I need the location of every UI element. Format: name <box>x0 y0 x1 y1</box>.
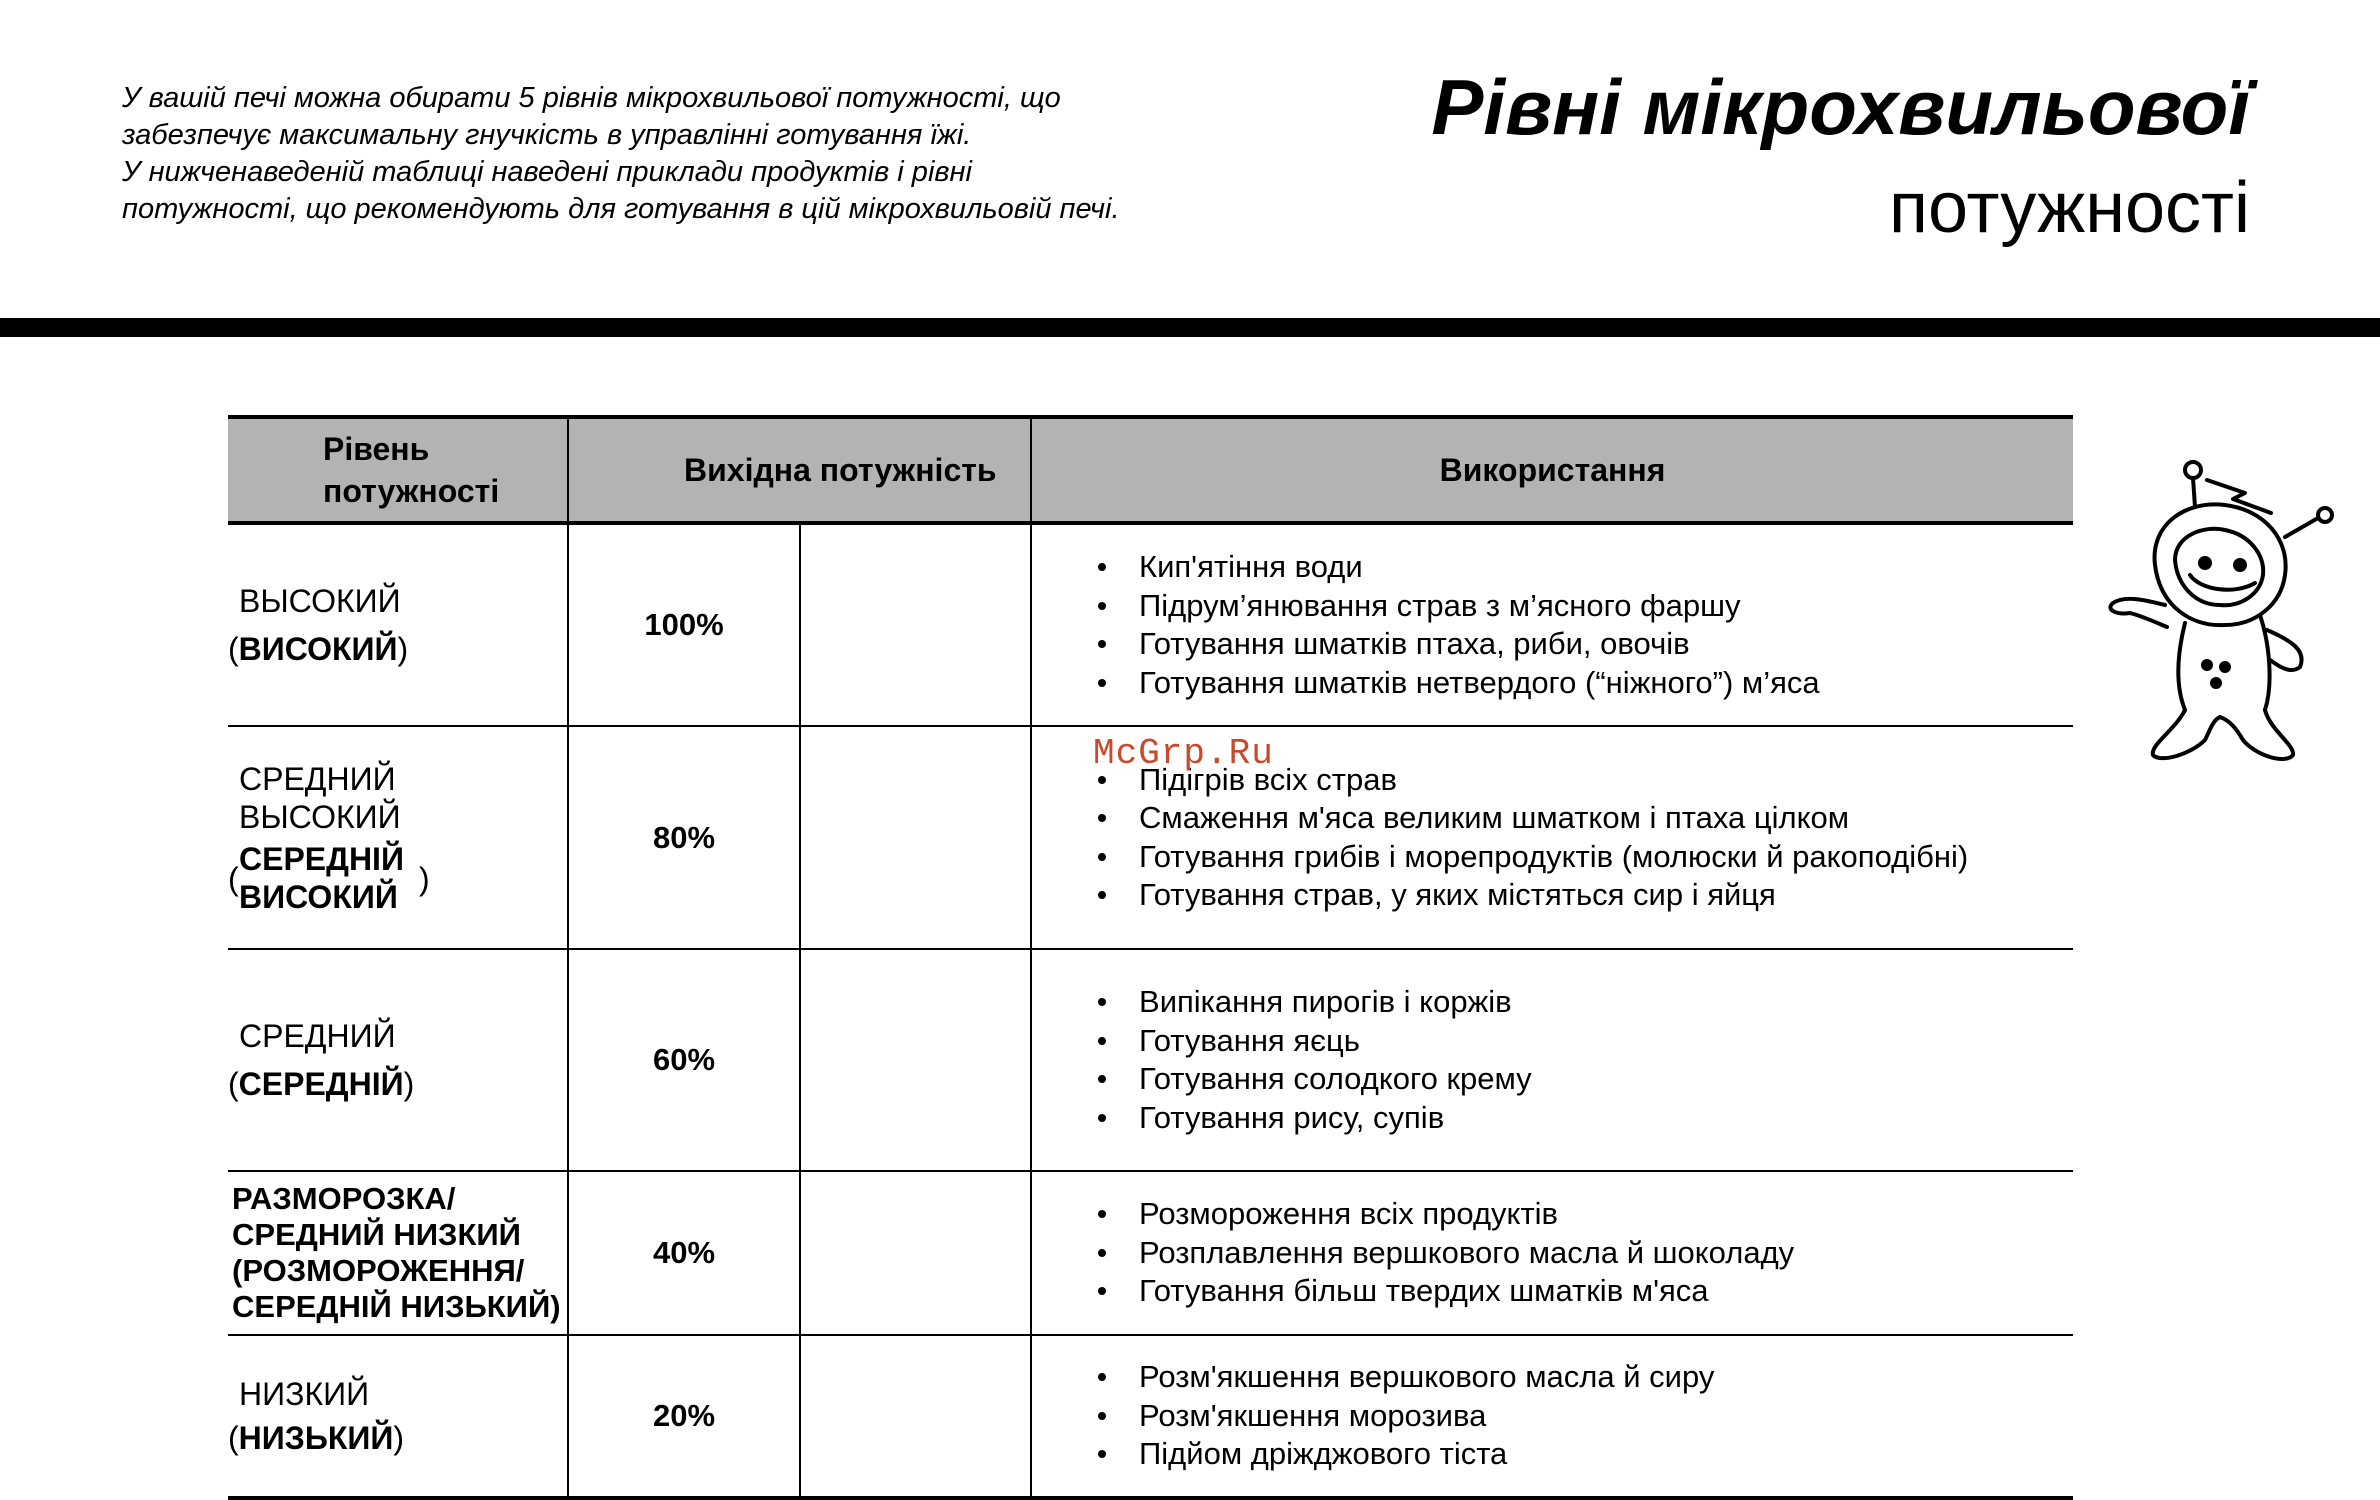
title-line-1: Рівні мікрохвильової <box>1431 63 2250 151</box>
level-name-ru: СРЕДНИЙ <box>239 760 396 797</box>
level-name-ua: СЕРЕДНІЙ <box>238 1066 404 1102</box>
header-output: Вихідна потужність <box>568 417 1031 523</box>
usage-cell <box>1031 1171 2073 1335</box>
usage-list <box>1092 983 2073 1137</box>
table-row <box>228 1171 2073 1335</box>
empty-cell <box>800 1171 1031 1335</box>
empty-cell <box>800 726 1031 949</box>
usage-cell <box>1031 523 2073 726</box>
watermark: McGrp.Ru <box>1093 733 1274 774</box>
list-item: Готування грибів і морепродуктів (молюски й ракоподібні) <box>1092 838 2073 877</box>
output-cell: 40% <box>568 1171 800 1335</box>
level-name-ru: ВЫСОКИЙ <box>239 798 401 835</box>
level-name-ru: НИЗКИЙ <box>239 1376 370 1412</box>
list-item: Розм'якшення вершкового масла й сиру <box>1092 1358 2073 1397</box>
intro-paragraph-1: У вашій печі можна обирати 5 рівнів мікрохвильової потужності, що забезпечує максимальну гнучкість в управлінні готування їжі. <box>122 82 1061 151</box>
level-name-ua: НИЗЬКИЙ <box>238 1420 394 1456</box>
level-name-ru: ВЫСОКИЙ <box>239 583 401 619</box>
level-cell: НИЗКИЙ (НИЗЬКИЙ) <box>228 1335 568 1498</box>
level-line: (РОЗМОРОЖЕННЯ/ <box>232 1253 525 1288</box>
output-cell: 100% <box>568 523 800 726</box>
table-header-row <box>228 417 2073 523</box>
list-item: Розмороження всіх продуктів <box>1092 1195 2073 1234</box>
usage-cell <box>1031 949 2073 1171</box>
header-level: Рівень потужності <box>228 417 568 523</box>
output-cell: 20% <box>568 1335 800 1498</box>
level-line: СЕРЕДНІЙ НИЗЬКИЙ) <box>232 1289 561 1324</box>
level-cell: СРЕДНИЙ ВЫСОКИЙ ( СЕРЕДНІЙ ВИСОКИЙ ) <box>228 726 568 949</box>
list-item: Готування шматків нетвердого (“ніжного”) м’яса <box>1092 664 2073 703</box>
level-cell: ВЫСОКИЙ (ВИСОКИЙ) <box>228 523 568 726</box>
usage-list <box>1092 761 2073 915</box>
level-cell: СРЕДНИЙ (СЕРЕДНІЙ) <box>228 949 568 1171</box>
list-item: Розм'якшення морозива <box>1092 1397 2073 1436</box>
level-line: СРЕДНИЙ НИЗКИЙ <box>232 1217 521 1252</box>
list-item: Готування страв, у яких містяться сир і яйця <box>1092 876 2073 915</box>
level-cell <box>228 1171 568 1335</box>
level-line: РАЗМОРОЗКА/ <box>232 1181 456 1216</box>
robot-mascot-icon <box>2095 455 2350 770</box>
list-item: Розплавлення вершкового масла й шоколаду <box>1092 1234 2073 1273</box>
list-item: Готування рису, супів <box>1092 1099 2073 1138</box>
output-cell: 80% <box>568 726 800 949</box>
intro-paragraph-2: У нижченаведеній таблиці наведені приклади продуктів і рівні потужності, що рекомендують для готування в цій мікрохвильовій печі. <box>122 156 1120 225</box>
usage-list <box>1092 548 2073 702</box>
level-name-ua: СЕРЕДНІЙ <box>239 840 404 877</box>
list-item: Кип'ятіння води <box>1092 548 2073 587</box>
usage-list <box>1092 1358 2073 1474</box>
list-item: Підрум’янювання страв з м’ясного фаршу <box>1092 587 2073 626</box>
usage-cell <box>1031 1335 2073 1498</box>
empty-cell <box>800 949 1031 1171</box>
empty-cell <box>800 523 1031 726</box>
usage-list <box>1092 1195 2073 1311</box>
table-row <box>228 1335 2073 1498</box>
output-cell: 60% <box>568 949 800 1171</box>
level-name-ua: ВИСОКИЙ <box>238 631 398 667</box>
power-levels-table <box>228 415 2073 1500</box>
empty-cell <box>800 1335 1031 1498</box>
list-item: Готування шматків птаха, риби, овочів <box>1092 625 2073 664</box>
intro-text <box>122 80 1132 228</box>
list-item: Смаження м'яса великим шматком і птаха цілком <box>1092 799 2073 838</box>
list-item: Готування солодкого крему <box>1092 1060 2073 1099</box>
table-row <box>228 949 2073 1171</box>
list-item: Підігрів всіх страв <box>1092 761 2073 800</box>
page-title <box>1431 62 2250 256</box>
header-usage: Використання <box>1031 417 2073 523</box>
level-name-ru: СРЕДНИЙ <box>239 1018 396 1054</box>
header-divider <box>0 318 2380 337</box>
list-item: Готування яєць <box>1092 1022 2073 1061</box>
level-name-ua: ВИСОКИЙ <box>239 878 398 915</box>
list-item: Готування більш твердих шматків м'яса <box>1092 1272 2073 1311</box>
table-row <box>228 523 2073 726</box>
title-line-2: потужності <box>1889 168 2250 248</box>
list-item: Підйом дріжджового тіста <box>1092 1435 2073 1474</box>
list-item: Випікання пирогів і коржів <box>1092 983 2073 1022</box>
